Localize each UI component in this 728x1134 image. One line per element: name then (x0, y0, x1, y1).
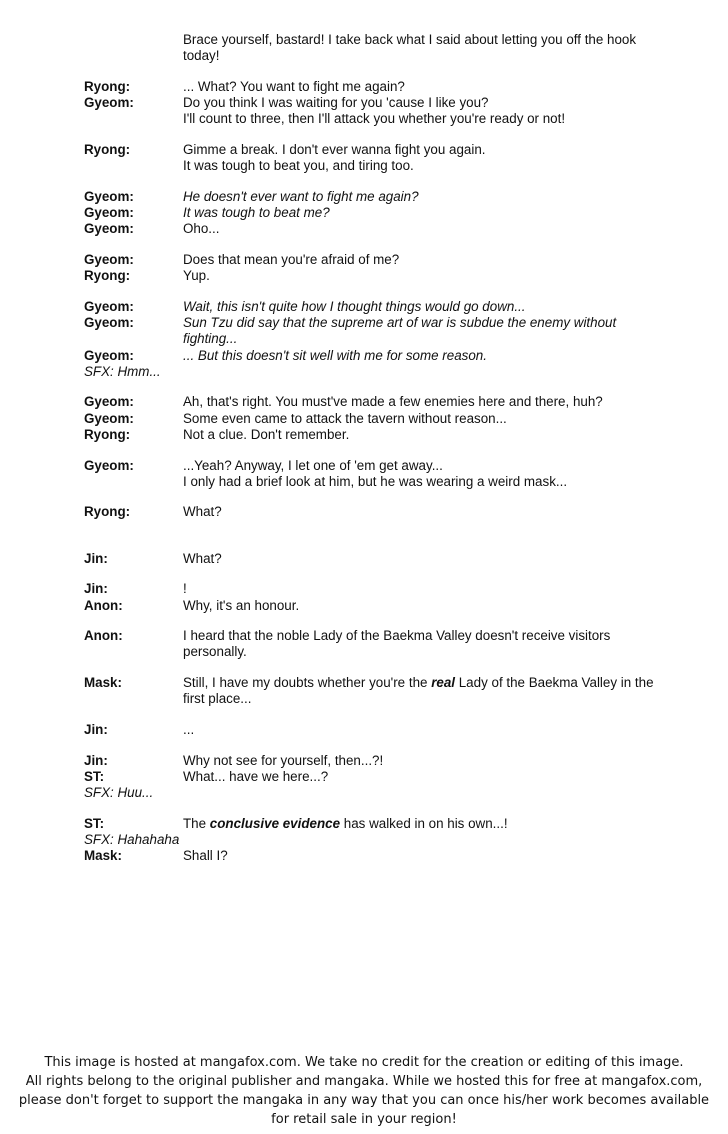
dialogue-line (84, 79, 664, 95)
speaker-label: Gyeom: (84, 457, 134, 473)
line-spacer (84, 521, 664, 551)
dialogue-text: What? (183, 550, 222, 566)
speaker-label: Ryong: (84, 142, 131, 158)
dialogue-line (84, 348, 664, 364)
dialogue-text: What... have we here...? (183, 769, 329, 784)
line-spacer (84, 238, 664, 253)
dialogue-text: Why not see for yourself, then...?! (183, 752, 384, 768)
speaker-label: Mask: (84, 675, 122, 691)
speaker-label: Gyeom: (84, 347, 134, 363)
dialogue-text (183, 785, 664, 801)
speaker-label: Gyeom: (84, 188, 134, 204)
hosting-disclaimer (0, 1053, 728, 1129)
dialogue-text: Shall I? (183, 848, 228, 864)
dialogue-line (84, 268, 664, 284)
speaker-label: Ryong: (84, 78, 131, 94)
dialogue-text: I heard that the noble Lady of the Baekma Valley doesn't receive visitors personally. (183, 628, 611, 660)
speaker-label: ST: (84, 815, 105, 831)
dialogue-line (84, 551, 664, 567)
speaker-label: Gyeom: (84, 298, 134, 314)
speaker-label: Ryong: (84, 426, 131, 442)
speaker-label: Anon: (84, 628, 123, 644)
speaker-label: Gyeom: (84, 394, 134, 410)
line-spacer (84, 738, 664, 753)
dialogue-line (84, 315, 664, 347)
disclaimer-line: This image is hosted at mangafox.com. We take no credit for the creation or editing of this image. (44, 1055, 684, 1070)
dialogue-line (84, 769, 664, 785)
speaker-label: Gyeom: (84, 95, 134, 111)
line-spacer (84, 614, 664, 629)
dialogue-line (84, 832, 664, 848)
disclaimer-line: All rights belong to the original publisher and mangaka. While we hosted this for free at mangafox.com, (25, 1074, 703, 1089)
dialogue-text: Yup. (183, 268, 210, 284)
speaker-label: Jin: (84, 581, 108, 597)
dialogue-text: It was tough to beat you, and tiring too. (183, 158, 414, 174)
speaker-label: Mask: (84, 848, 122, 864)
line-spacer (84, 443, 664, 458)
dialogue-line (84, 252, 664, 268)
dialogue-text: ... But this doesn't sit well with me for some reason. (183, 347, 487, 363)
speaker-label: Ryong: (84, 268, 131, 284)
text-segment: Lady of the Baekma Valley in the first place... (183, 675, 654, 707)
speaker-label: Jin: (84, 752, 108, 768)
dialogue-line (84, 628, 664, 660)
dialogue-line (84, 189, 664, 205)
line-spacer (84, 801, 664, 816)
line-spacer (84, 708, 664, 723)
dialogue-text: ... (183, 722, 195, 738)
dialogue-text: Not a clue. Don't remember. (183, 426, 350, 442)
disclaimer-line: for retail sale in your region! (271, 1112, 457, 1127)
dialogue-text: Does that mean you're afraid of me? (183, 252, 400, 268)
disclaimer-line: please don't forget to support the mangaka in any way that you can once his/her work becomes available (18, 1093, 710, 1108)
dialogue-text: Some even came to attack the tavern without reason... (183, 410, 507, 426)
dialogue-line (84, 394, 664, 410)
dialogue-text (183, 832, 664, 848)
dialogue-text: Do you think I was waiting for you 'cause I like you? (183, 95, 489, 111)
dialogue-line (84, 411, 664, 427)
emphasis-text: real (431, 675, 456, 691)
dialogue-text: He doesn't ever want to fight me again? (183, 188, 419, 204)
dialogue-text: ...Yeah? Anyway, I let one of 'em get away... (183, 457, 443, 473)
line-spacer (84, 567, 664, 582)
sfx-label: SFX: Huu... (84, 785, 154, 801)
line-spacer (84, 661, 664, 676)
speaker-label: Jin: (84, 722, 108, 738)
speaker-label: Gyeom: (84, 205, 134, 221)
dialogue-line (84, 158, 664, 174)
dialogue-line (84, 753, 664, 769)
sfx-label: SFX: Hmm... (84, 363, 161, 379)
speaker-label: Anon: (84, 597, 123, 613)
speaker-label: Jin: (84, 550, 108, 566)
dialogue-line (84, 504, 664, 520)
line-spacer (84, 284, 664, 299)
dialogue-line (84, 722, 664, 738)
speaker-label: Gyeom: (84, 221, 134, 237)
line-spacer (84, 174, 664, 189)
dialogue-line (84, 221, 664, 237)
dialogue-line (84, 364, 664, 380)
dialogue-line (84, 675, 664, 707)
dialogue-text: I only had a brief look at him, but he was wearing a weird mask... (183, 473, 568, 489)
speaker-label (84, 474, 183, 490)
text-segment: has walked in on his own...! (340, 815, 508, 831)
dialogue-text: I'll count to three, then I'll attack you whether you're ready or not! (183, 111, 566, 127)
speaker-label: Gyeom: (84, 410, 134, 426)
dialogue-line (84, 427, 664, 443)
dialogue-text: Gimme a break. I don't ever wanna fight you again. (183, 142, 486, 158)
dialogue-line (84, 785, 664, 801)
dialogue-line (84, 458, 664, 474)
dialogue-text: What? (183, 504, 222, 520)
dialogue-line (84, 95, 664, 111)
sfx-label: SFX: Hahahaha (84, 832, 180, 848)
dialogue-line (84, 598, 664, 614)
dialogue-line (84, 111, 664, 127)
dialogue-line (84, 205, 664, 221)
line-spacer (84, 490, 664, 505)
text-segment: Still, I have my doubts whether you're the (183, 675, 432, 691)
dialogue-line (84, 848, 664, 864)
line-spacer (84, 64, 664, 79)
dialogue-line (84, 816, 664, 832)
speaker-label: Ryong: (84, 504, 131, 520)
dialogue-text: Why, it's an honour. (183, 597, 300, 613)
dialogue-text: ! (183, 581, 187, 597)
speaker-label: ST: (84, 769, 105, 784)
dialogue-text: Ah, that's right. You must've made a few enemies here and there, huh? (183, 394, 603, 410)
dialogue-text: Brace yourself, bastard! I take back what I said about letting you off the hook today! (183, 32, 637, 64)
dialogue-line (84, 474, 664, 490)
speaker-label: Gyeom: (84, 315, 134, 331)
dialogue-text (183, 816, 664, 832)
translation-script (84, 32, 664, 865)
dialogue-text: It was tough to beat me? (183, 205, 330, 221)
dialogue-line (84, 581, 664, 597)
emphasis-text: conclusive evidence (209, 815, 341, 831)
dialogue-text (183, 675, 664, 707)
speaker-label (84, 158, 183, 174)
line-spacer (84, 380, 664, 395)
dialogue-text: Sun Tzu did say that the supreme art of war is subdue the enemy without fighting... (183, 315, 617, 347)
dialogue-text (183, 364, 664, 380)
speaker-label (84, 32, 183, 64)
speaker-label (84, 111, 183, 127)
dialogue-line (84, 299, 664, 315)
text-segment: The (183, 815, 210, 831)
dialogue-line (84, 142, 664, 158)
speaker-label: Gyeom: (84, 252, 134, 268)
dialogue-text: Oho... (183, 221, 220, 237)
dialogue-line (84, 32, 664, 64)
dialogue-text: Wait, this isn't quite how I thought things would go down... (183, 298, 526, 314)
dialogue-text: ... What? You want to fight me again? (183, 78, 405, 94)
line-spacer (84, 128, 664, 143)
